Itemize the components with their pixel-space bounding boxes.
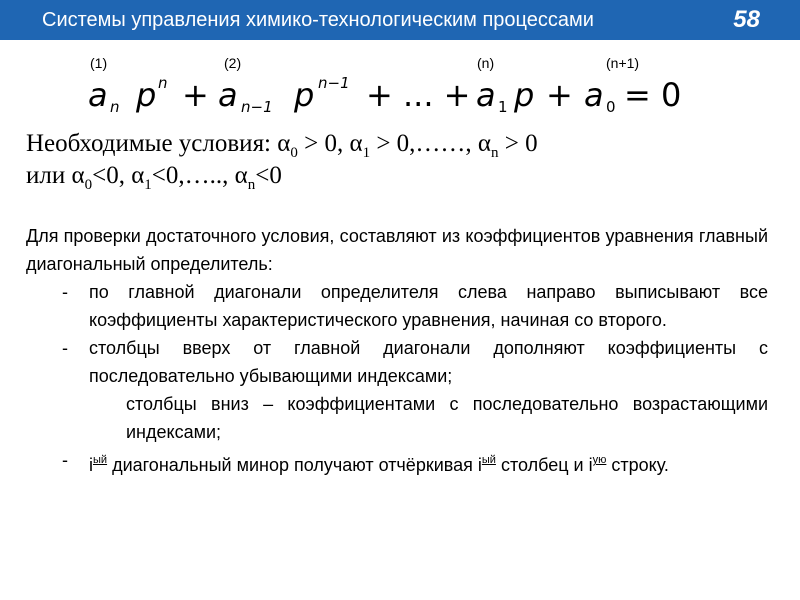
svg-text:a: a [584, 76, 604, 114]
index-i: i [477, 455, 482, 475]
text-segment: диагональный минор получают отчёркивая [107, 455, 478, 475]
list-item: - по главной диагонали определителя слева направо выписывают все коэффициенты характеристического уравнения, начиная со второго. [26, 278, 768, 334]
page-number: 58 [733, 6, 760, 33]
sub-paragraph: столбцы вниз – коэффициентами с последовательно возрастающими индексами; [126, 394, 768, 442]
index-i: i [89, 455, 93, 475]
necessary-conditions [26, 128, 538, 192]
svg-text:+ ... +: + ... + [366, 76, 471, 114]
superscript: ый [93, 454, 108, 466]
rules-list [26, 278, 768, 390]
title-bar [0, 0, 800, 40]
conditions-label: Необходимые условия: [26, 130, 278, 157]
svg-text:a: a [88, 76, 108, 114]
equation-label-n: (n) [477, 55, 495, 71]
conditions-line-2: или $\alpha_0<0$, $\alpha_1<0,\dots$.., $\alpha_n<0$ [26, 162, 282, 193]
svg-text:n−1: n−1 [241, 98, 273, 116]
slide-title: Системы управления химико-технологическим процессами [42, 9, 594, 31]
svg-text:1: 1 [498, 98, 508, 116]
svg-text:p: p [136, 76, 157, 114]
svg-text:n: n [110, 98, 120, 116]
svg-text:n: n [158, 74, 168, 92]
svg-text:n−1: n−1 [318, 74, 350, 92]
svg-text:+: + [182, 76, 209, 114]
list-item [26, 446, 768, 479]
svg-text:p: p [294, 76, 315, 114]
svg-text:0: 0 [606, 98, 616, 116]
text-segment: столбец и [495, 455, 589, 475]
svg-text:p: p [514, 76, 535, 114]
svg-text:a: a [476, 76, 496, 114]
intro-paragraph: Для проверки достаточного условия, составляют из коэффициентов уравнения главный диагональный определитель: [26, 226, 768, 274]
index-i: i [588, 455, 593, 475]
svg-text:+: + [546, 76, 573, 114]
conditions-or: или [26, 162, 72, 189]
body-text [26, 222, 768, 479]
superscript: ый [481, 454, 496, 466]
equation-label-1: (1) [90, 55, 108, 71]
equation-body [88, 74, 681, 116]
svg-text:a: a [218, 76, 238, 114]
characteristic-equation [84, 52, 704, 120]
rules-list-2 [26, 446, 768, 479]
svg-text:= 0: = 0 [624, 76, 682, 114]
equation-label-n1: (n+1) [606, 55, 640, 71]
superscript: ую [592, 454, 607, 466]
conditions-line-1: Необходимые условия: $\alpha_0 > 0$, $\alpha_1$ > 0,……, $\alpha_n > 0$ [26, 130, 538, 161]
equation-label-2: (2) [224, 55, 242, 71]
list-item: - столбцы вверх от главной диагонали дополняют коэффициенты с последовательно убывающими индексами; [26, 334, 768, 390]
text-segment: строку. [606, 455, 669, 475]
